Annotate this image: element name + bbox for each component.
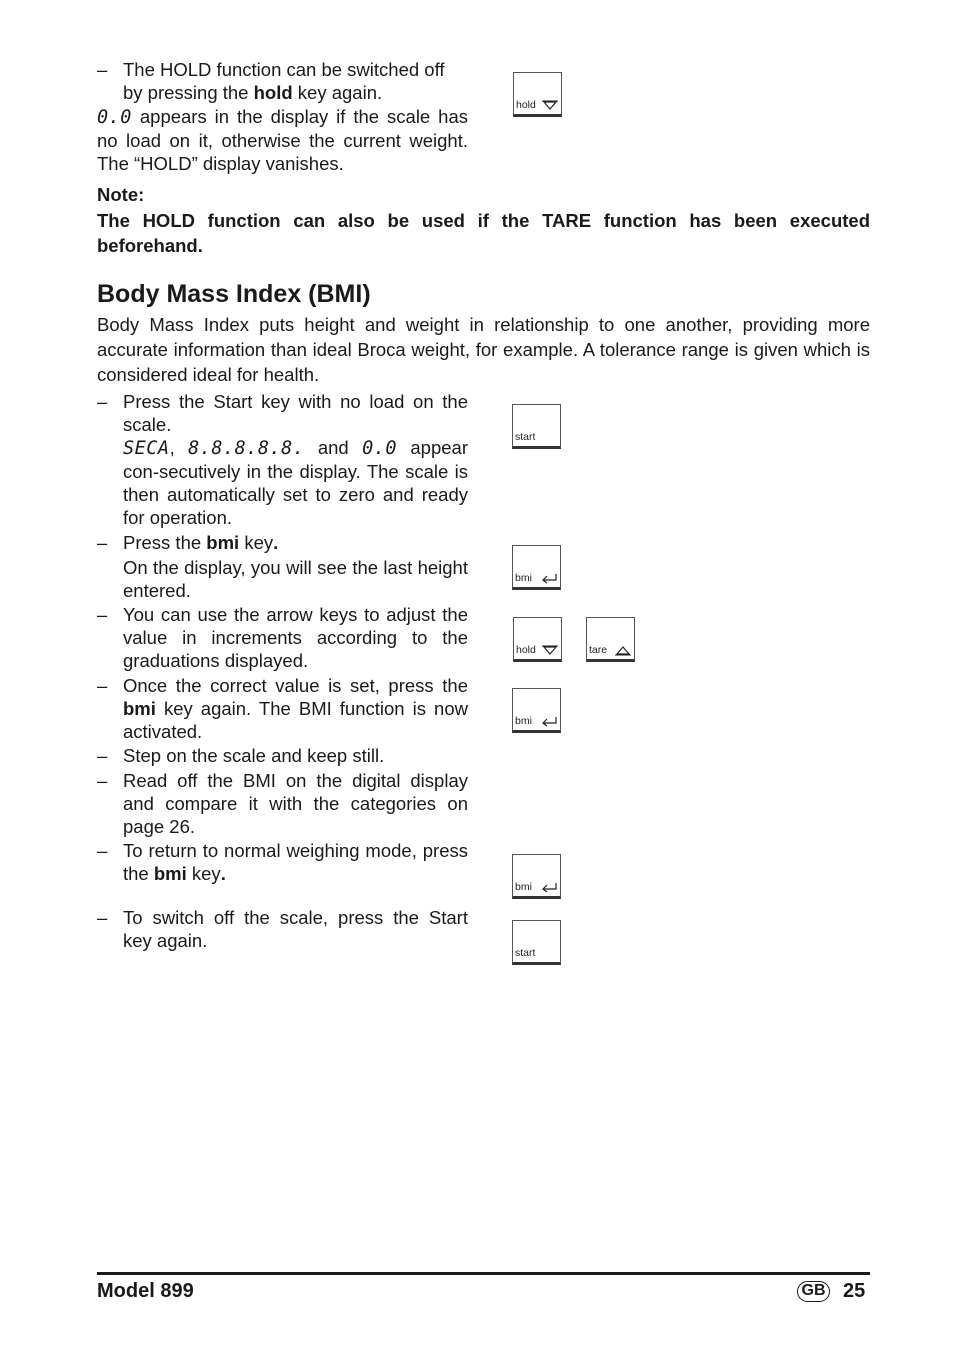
- bmi-key[interactable]: bmi: [512, 545, 561, 590]
- tare-key[interactable]: tare: [586, 617, 635, 662]
- list-dash: –: [97, 770, 108, 791]
- section-heading: Body Mass Index (BMI): [97, 280, 371, 308]
- list-dash: –: [97, 59, 108, 80]
- list-item-text: To switch off the scale, press the Start key again.: [123, 907, 468, 951]
- list-dash: –: [97, 745, 108, 766]
- display-code: SECA: [123, 438, 170, 459]
- key-name: bmi: [123, 698, 156, 719]
- enter-arrow-icon: [541, 882, 557, 893]
- list-item-text: Press the bmi key.: [123, 532, 279, 553]
- list-item-text: Read off the BMI on the digital display and compare it with the categories on page 26.: [123, 770, 468, 837]
- enter-arrow-icon: [541, 573, 557, 584]
- down-triangle-icon: [542, 645, 558, 656]
- key-name: hold: [253, 82, 293, 103]
- list-item-text: Press the Start key with no load on the scale. SECA, 8.8.8.8.8. and 0.0 appear con-secutively in the display. The scale is then automatically set to zero and ready for operation.: [123, 391, 468, 528]
- language-badge: GB: [797, 1281, 830, 1302]
- start-key[interactable]: start: [512, 404, 561, 449]
- list-item-text: To return to normal weighing mode, press the bmi key.: [123, 840, 468, 884]
- down-triangle-icon: [542, 100, 558, 111]
- display-code: 8.8.8.8.8.: [188, 438, 305, 459]
- list-dash: –: [97, 840, 108, 861]
- start-key[interactable]: start: [512, 920, 561, 965]
- list-dash: –: [97, 532, 108, 553]
- bmi-key[interactable]: bmi: [512, 688, 561, 733]
- enter-arrow-icon: [541, 716, 557, 727]
- display-paragraph: 0.0 appears in the display if the scale has no load on it, otherwise the current weight. The “HOLD” display vanishes.: [97, 106, 468, 174]
- footer-model: Model 899: [97, 1280, 194, 1302]
- list-item-extra: On the display, you will see the last height entered.: [123, 557, 468, 601]
- page-number: 25: [843, 1280, 866, 1302]
- note-text: The HOLD function can also be used if the TARE function has been executed beforehand.: [97, 210, 870, 256]
- list-dash: –: [97, 391, 108, 412]
- list-dash: –: [97, 604, 108, 625]
- list-dash: –: [97, 675, 108, 696]
- key-name: bmi: [206, 532, 240, 553]
- display-code: 0.0: [97, 107, 132, 128]
- footer-rule: [97, 1272, 870, 1275]
- bmi-intro: Body Mass Index puts height and weight in relationship to one another, providing more accurate information than ideal Broca weight, for example. A tolerance range is given which is considered ideal for health.: [97, 314, 870, 385]
- hold-key[interactable]: hold: [513, 617, 562, 662]
- list-item-text: You can use the arrow keys to adjust the value in increments according to the graduations displayed.: [123, 604, 468, 671]
- up-triangle-icon: [615, 645, 631, 656]
- display-code: 0.0: [362, 438, 398, 459]
- list-item-text: Step on the scale and keep still.: [123, 745, 385, 766]
- bmi-key[interactable]: bmi: [512, 854, 561, 899]
- hold-key[interactable]: hold: [513, 72, 562, 117]
- note-label: Note:: [97, 184, 145, 205]
- list-item-text: Once the correct value is set, press the bmi key again. The BMI function is now activated.: [123, 675, 468, 742]
- key-name: bmi: [153, 863, 187, 884]
- list-dash: –: [97, 907, 108, 928]
- list-item-text: The HOLD function can be switched off by pressing the hold key again.: [123, 59, 445, 103]
